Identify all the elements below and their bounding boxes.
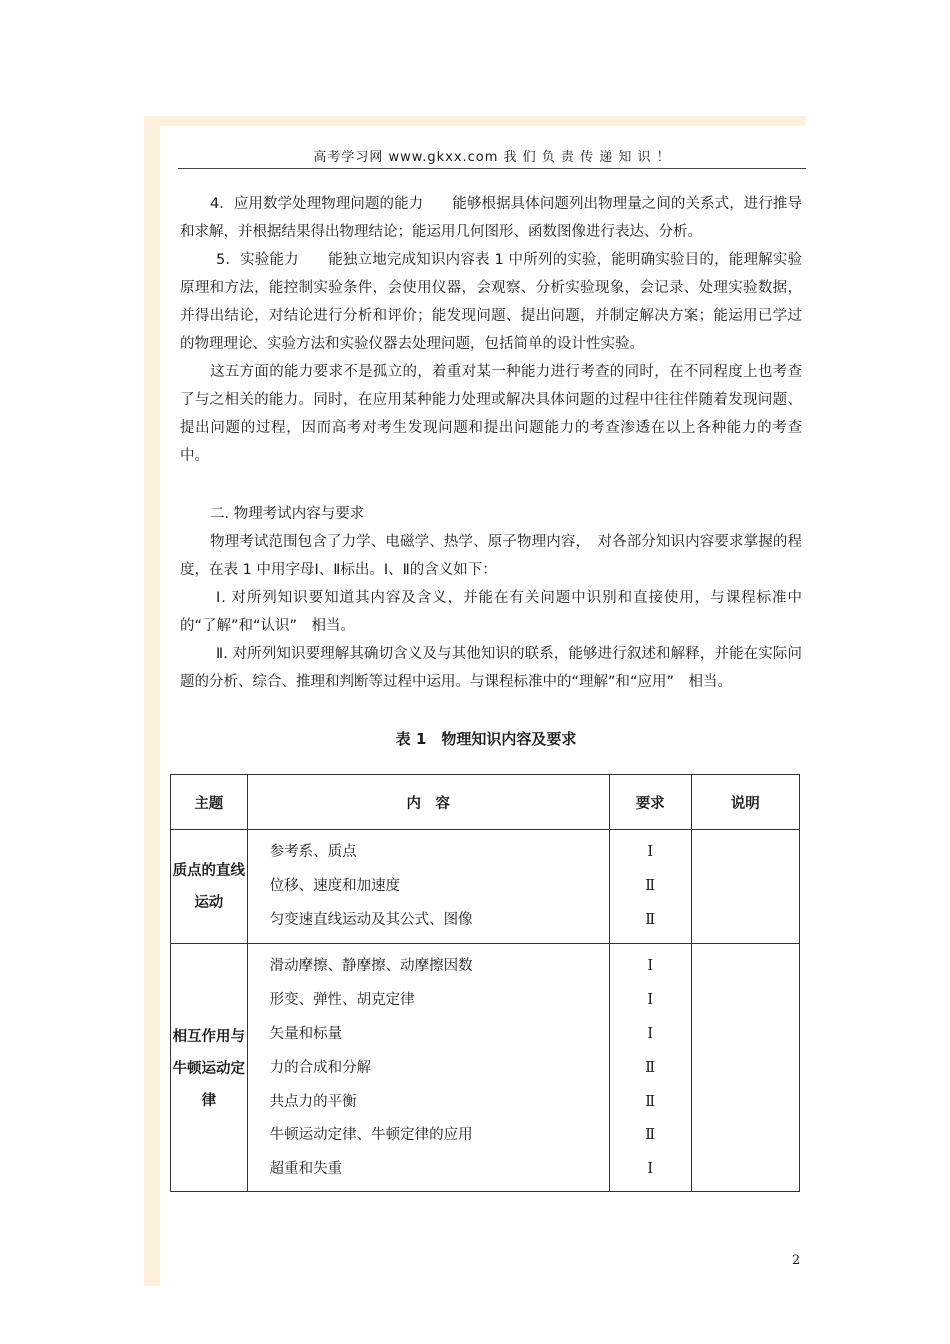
requirement-item: Ⅰ bbox=[647, 844, 654, 860]
requirement-item: Ⅱ bbox=[645, 1093, 656, 1110]
table-header-row bbox=[171, 775, 800, 830]
requirement-cell bbox=[609, 830, 691, 944]
topic-cell: 质点的直线运动 bbox=[171, 830, 248, 944]
requirement-item: Ⅱ bbox=[645, 911, 656, 928]
table-row bbox=[171, 944, 800, 1192]
content-item: 力的合成和分解 bbox=[269, 1059, 372, 1076]
requirement-item: Ⅱ bbox=[645, 1059, 656, 1076]
content-item: 共点力的平衡 bbox=[269, 1093, 357, 1110]
requirement-item: Ⅰ bbox=[647, 992, 654, 1009]
requirement-item: Ⅱ bbox=[645, 877, 656, 894]
content-item: 匀变速直线运动及其公式、图像 bbox=[269, 911, 473, 928]
notes-cell bbox=[691, 830, 800, 944]
page-number: 2 bbox=[792, 1253, 801, 1268]
table-row bbox=[171, 830, 800, 944]
content-item: 位移、速度和加速度 bbox=[269, 877, 401, 894]
table-caption: 表 1 物理知识内容及要求 bbox=[395, 730, 577, 748]
paragraph-level-1: Ⅰ. 对所列知识要知道其内容及含义，并能在有关问题中识别和直接使用，与课程标准中的“了解”和“认识” 相当。 bbox=[180, 590, 802, 634]
header-topic: 主题 bbox=[171, 775, 248, 830]
topic-cell: 相互作用与牛顿运动定律 bbox=[171, 944, 248, 1192]
paragraph-ability-5: 5．实验能力 能独立地完成知识内容表 1 中所列的实验，能明确实验目的，能理解实验原理和方法，能控制实验条件，会使用仪器，会观察、分析实验现象，会记录、处理实验数据，并得出结论，对结论进行分析和评价；能发现问题、提出问题，并制定解决方案；能运用已学过的物理理论、实验方法和实验仪器去处理问题，包括简单的设计性实验。 bbox=[180, 252, 802, 352]
header-requirement: 要求 bbox=[609, 775, 691, 830]
body-section-1 bbox=[180, 190, 802, 470]
requirement-item: Ⅱ bbox=[645, 1127, 656, 1144]
page-frame-left bbox=[144, 116, 160, 1286]
content-item: 参考系、质点 bbox=[269, 844, 357, 860]
body-section-2 bbox=[180, 528, 802, 696]
requirement-item: Ⅰ bbox=[647, 958, 654, 975]
content-item: 牛顿运动定律、牛顿定律的应用 bbox=[269, 1127, 473, 1144]
requirement-item: Ⅰ bbox=[647, 1161, 654, 1178]
content-item: 滑动摩擦、静摩擦、动摩擦因数 bbox=[269, 958, 473, 975]
header-notes: 说明 bbox=[691, 775, 800, 830]
knowledge-table bbox=[170, 774, 800, 1192]
content-cell bbox=[247, 830, 609, 944]
page-header: 高考学习网 www.gkxx.com 我 们 负 责 传 递 知 识 ！ bbox=[178, 146, 806, 169]
paragraph-level-2: Ⅱ. 对所列知识要理解其确切含义及与其他知识的联系，能够进行叙述和解释，并能在实际问题的分析、综合、推理和判断等过程中运用。与课程标准中的“理解”和“应用” 相当。 bbox=[180, 646, 802, 690]
notes-cell bbox=[691, 944, 800, 1192]
paragraph-ability-4: 4．应用数学处理物理问题的能力 能够根据具体问题列出物理量之间的关系式，进行推导和求解，并根据结果得出物理结论；能运用几何图形、函数图像进行表达、分析。 bbox=[180, 196, 802, 240]
header-content: 内 容 bbox=[247, 775, 609, 830]
requirement-item: Ⅰ bbox=[647, 1025, 654, 1042]
page-frame-top bbox=[144, 116, 806, 126]
requirement-cell bbox=[609, 944, 691, 1192]
paragraph-summary: 这五方面的能力要求不是孤立的，着重对某一种能力进行考查的同时，在不同程度上也考查了与之相关的能力。同时，在应用某种能力处理或解决具体问题的过程中往往伴随着发现问题、提出问题的过程，因而高考对考生发现问题和提出问题能力的考查渗透在以上各种能力的考查中。 bbox=[180, 364, 802, 464]
content-cell bbox=[247, 944, 609, 1192]
content-item: 超重和失重 bbox=[269, 1161, 343, 1178]
section-title: 二. 物理考试内容与要求 bbox=[210, 506, 365, 522]
paragraph-scope: 物理考试范围包含了力学、电磁学、热学、原子物理内容， 对各部分知识内容要求掌握的程度，在表 1 中用字母Ⅰ、Ⅱ标出。Ⅰ、Ⅱ的含义如下： bbox=[180, 534, 802, 578]
content-item: 形变、弹性、胡克定律 bbox=[269, 992, 415, 1009]
content-item: 矢量和标量 bbox=[269, 1025, 343, 1042]
